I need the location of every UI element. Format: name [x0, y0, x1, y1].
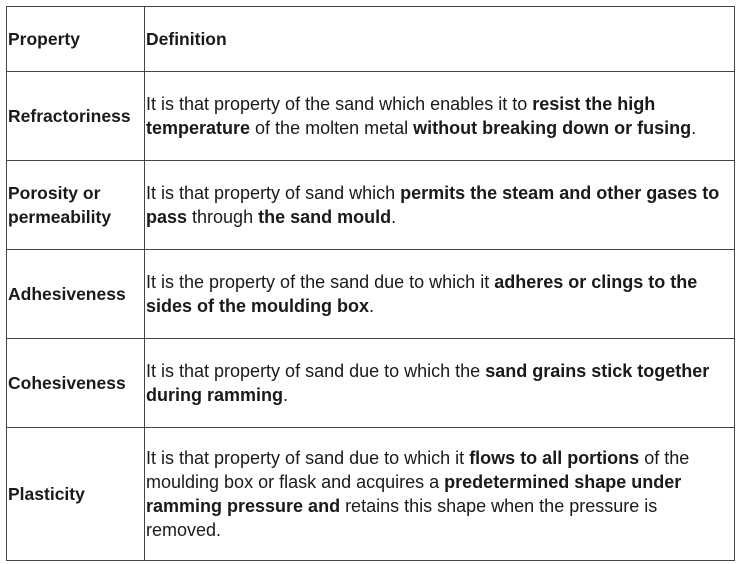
- definition-cell: [145, 339, 735, 428]
- definition-text: It is that property of sand due to which it: [146, 448, 470, 468]
- definition-bold-text: the sand mould: [258, 207, 392, 227]
- table-row: [7, 250, 735, 339]
- definition-bold-text: without breaking down or fusing: [413, 118, 692, 138]
- definition-bold-text: adheres or clings to the sides of the moulding box: [146, 272, 698, 316]
- property-cell: Plasticity: [7, 428, 145, 561]
- definition-text: retains this shape when the pressure is removed.: [146, 496, 658, 540]
- definition-text: of the moulding box or flask and acquires a: [146, 448, 690, 492]
- definition-text: .: [691, 118, 697, 138]
- definition-bold-text: predetermined shape under ramming pressure and: [146, 472, 682, 516]
- table-header-row: [7, 7, 735, 72]
- definition-cell: [145, 161, 735, 250]
- definition-text: .: [369, 296, 375, 316]
- property-cell: Refractoriness: [7, 72, 145, 161]
- definition-cell: [145, 72, 735, 161]
- header-definition: Definition: [145, 7, 735, 72]
- definition-bold-text: permits the steam and other gases to pass: [146, 183, 720, 227]
- table-row: [7, 428, 735, 561]
- table-row: [7, 72, 735, 161]
- property-cell: Cohesiveness: [7, 339, 145, 428]
- definition-text: It is that property of the sand which enables it to: [146, 94, 533, 114]
- property-cell: Adhesiveness: [7, 250, 145, 339]
- definition-bold-text: sand grains stick together during ramming: [146, 361, 710, 405]
- definition-cell: [145, 428, 735, 561]
- sand-properties-table: [6, 6, 735, 561]
- definition-text: of the molten metal: [250, 118, 414, 138]
- definition-text: It is the property of the sand due to which it: [146, 272, 495, 292]
- definition-text: through: [187, 207, 259, 227]
- definition-bold-text: flows to all portions: [469, 448, 640, 468]
- table-row: [7, 339, 735, 428]
- definition-text: .: [283, 385, 289, 405]
- definition-text: It is that property of sand due to which the: [146, 361, 486, 381]
- definition-text: It is that property of sand which: [146, 183, 401, 203]
- header-property: Property: [7, 7, 145, 72]
- property-cell: Porosity or permeability: [7, 161, 145, 250]
- definition-bold-text: resist the high temperature: [146, 94, 656, 138]
- definition-cell: [145, 250, 735, 339]
- table-row: [7, 161, 735, 250]
- definition-text: .: [391, 207, 397, 227]
